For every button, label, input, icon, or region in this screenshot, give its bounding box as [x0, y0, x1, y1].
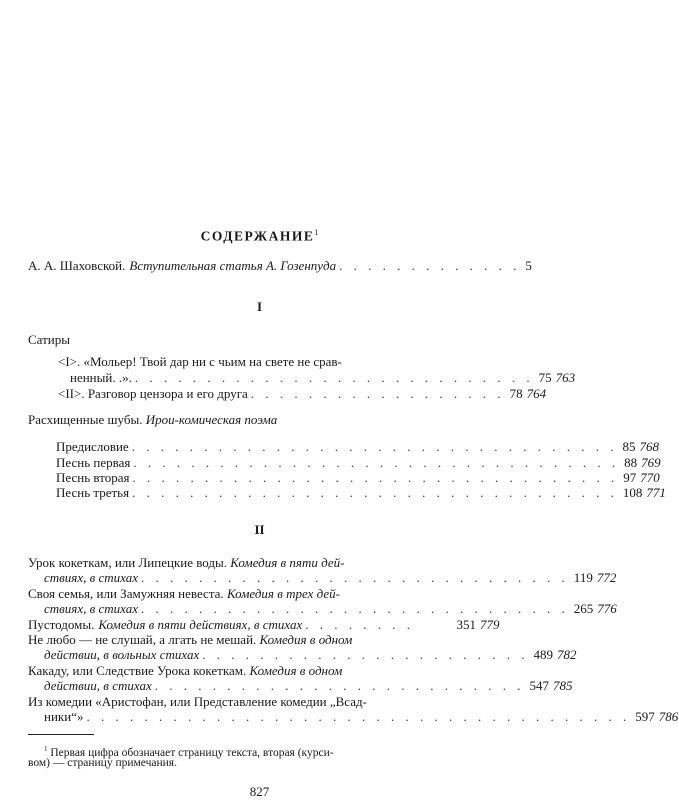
toc-entry-poem-canto-1: Песнь первая . . . . . . . . . . . . . . . . . . . . . . . . . . . . . . . . . . 88 769	[56, 455, 661, 470]
toc-entry-satire-2: <II>. Разговор цензора и его друга . . . . . . . . . . . . . . . . . . 78 764	[58, 386, 547, 401]
satires-heading: Сатиры	[28, 332, 70, 347]
intro-author: А. А. Шаховской.	[28, 258, 126, 273]
toc-entry-satire-1-line1: <I>. «Мольер! Твой дар ни с чьим на свете не срав-	[58, 354, 342, 369]
footnote-line1: $^1$ Первая цифра обозначает страницу текста, вторая (курси-	[44, 745, 334, 759]
page-title: СОДЕРЖАНИЕ$^1$	[200, 228, 319, 244]
leader-dots: . . . . . . . . . . . . .	[339, 258, 521, 273]
toc-entry-satire-1: ненный. .». . . . . . . . . . . . . . . . . . . . . . . . . . . . . 75 763	[70, 370, 576, 385]
toc-entry-play-1-line1: Урок кокеткам, или Липецкие воды. Комедия в пяти дей-	[28, 555, 345, 570]
footnote-line2: вом) — страницу примечания.	[28, 757, 177, 769]
footnote-rule	[28, 734, 94, 735]
toc-entry-play-6-line1: Из комедии «Аристофан, или Представление комедии „Всад-	[28, 694, 367, 709]
toc-entry-play-2-line1: Своя семья, или Замужняя невеста. Комедия в трех дей-	[28, 586, 340, 601]
section-numeral-2: II	[254, 522, 265, 537]
page-number: 827	[249, 784, 270, 799]
toc-entry-play-4: действии, в вольных стихах . . . . . . . . . . . . . . . . . . . . . . . 489 782	[44, 647, 577, 662]
section-numeral-1: I	[256, 299, 263, 314]
poem-heading: Расхищенные шубы. Ирои-комическая поэма	[28, 412, 278, 427]
intro-text: Вступительная статья А. Гозенпуда	[129, 258, 337, 273]
toc-entry-play-5-line1: Какаду, или Следствие Урока кокеткам. Комедия в одном	[28, 663, 343, 678]
toc-entry-play-4-line1: Не любо — не слушай, а лгать не мешай. Комедия в одном	[28, 632, 353, 647]
toc-entry-intro	[28, 258, 532, 274]
toc-entry-play-2: ствиях, в стихах . . . . . . . . . . . . . . . . . . . . . . . . . . . . . . 265 776	[44, 601, 617, 616]
toc-entry-play-3: Пустодомы. Комедия в пяти действиях, в стихах . . . . . . . . 351 779	[28, 617, 500, 632]
toc-entry-poem-canto-3: Песнь третья . . . . . . . . . . . . . . . . . . . . . . . . . . . . . . . . . . 108 771	[56, 485, 666, 500]
toc-entry-play-5: действии, в стихах . . . . . . . . . . . . . . . . . . . . . . . . . . 547 785	[44, 678, 573, 693]
toc-entry-play-1: ствиях, в стихах . . . . . . . . . . . . . . . . . . . . . . . . . . . . . . 119 772	[44, 570, 617, 585]
toc-entry-poem-canto-2: Песнь вторая . . . . . . . . . . . . . . . . . . . . . . . . . . . . . . . . . . 97 770	[56, 470, 660, 485]
toc-entry-play-6: ники“» . . . . . . . . . . . . . . . . . . . . . . . . . . . . . . . . . . . . . . 597 786	[44, 709, 679, 724]
footnote-mark: 1	[314, 228, 319, 237]
intro-page: 5	[525, 258, 532, 273]
toc-entry-poem-preface: Предисловие . . . . . . . . . . . . . . . . . . . . . . . . . . . . . . . . . . 85 768	[56, 439, 659, 454]
